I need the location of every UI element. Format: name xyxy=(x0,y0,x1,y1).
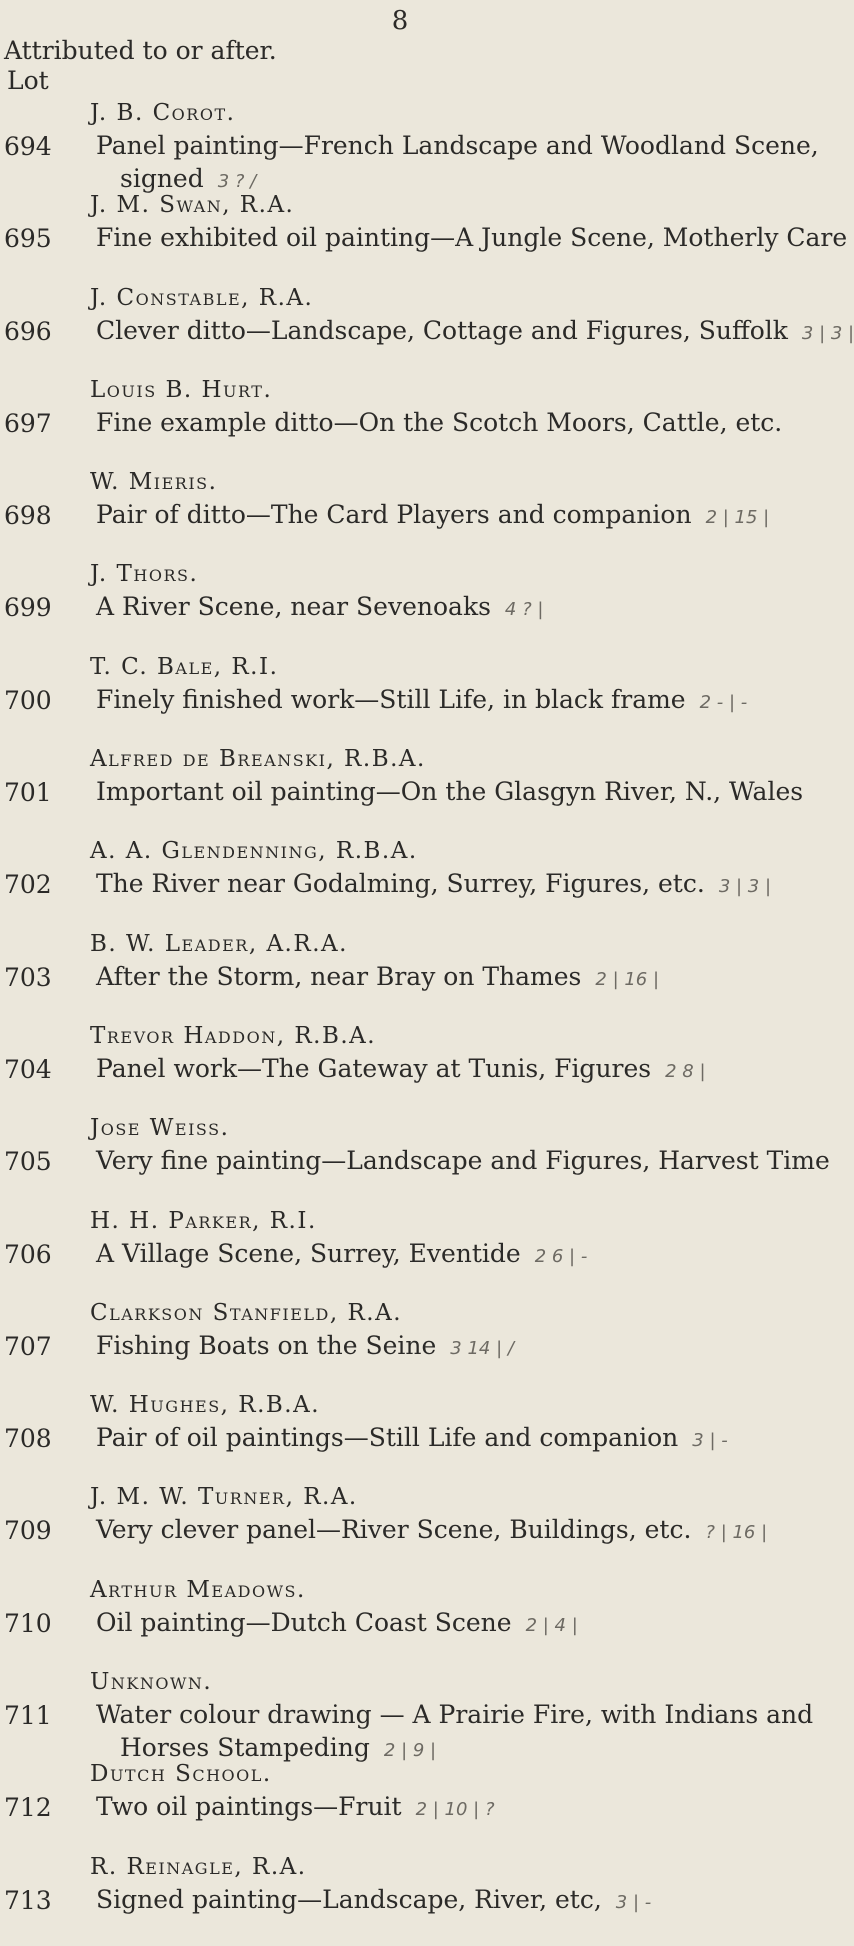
lot-artist: R. Reinagle, R.A. xyxy=(90,1853,307,1880)
handwritten-price-mark: 2 | 16 | xyxy=(595,968,660,990)
lot-number: 704 xyxy=(4,1054,52,1084)
lot-number: 707 xyxy=(4,1331,52,1361)
handwritten-price-mark: 3 ? / xyxy=(217,171,257,192)
lot-description-text: Pair of ditto—The Card Players and companion xyxy=(96,500,692,530)
lot-number: 694 xyxy=(4,132,52,161)
lot-entry xyxy=(0,1392,800,1484)
lot-entry xyxy=(0,654,800,746)
lot-entry xyxy=(0,931,800,1023)
lot-entry xyxy=(0,1577,800,1669)
handwritten-price-mark: 3 | 3 | xyxy=(718,876,772,898)
lot-description-text: A River Scene, near Sevenoaks xyxy=(96,592,491,622)
lot-number: 712 xyxy=(4,1793,52,1823)
lot-artist: Jose Weiss. xyxy=(90,1115,230,1142)
lot-entry xyxy=(0,1854,800,1946)
lot-description xyxy=(96,501,790,532)
lot-artist: J. M. W. Turner, R.A. xyxy=(90,1484,358,1511)
lot-number: 697 xyxy=(4,408,52,438)
lot-description xyxy=(96,963,790,994)
handwritten-price-mark: ? | 16 | xyxy=(705,1522,768,1544)
lot-number: 695 xyxy=(4,224,52,254)
handwritten-price-mark: 3 | - xyxy=(692,1430,728,1452)
lot-artist: Trevor Haddon, R.B.A. xyxy=(90,1022,377,1049)
lot-description-text: Signed painting—Landscape, River, etc, xyxy=(96,1884,602,1914)
lot-artist: J. B. Corot. xyxy=(90,100,236,126)
lot-artist: W. Mieris. xyxy=(90,469,218,496)
lot-artist: A. A. Glendenning, R.B.A. xyxy=(90,838,418,865)
handwritten-price-mark: 2 8 | xyxy=(665,1060,706,1082)
handwritten-price-mark: 2 | 10 | ? xyxy=(415,1799,495,1821)
handwritten-price-mark: 2 | 9 | xyxy=(383,1740,437,1762)
lot-description-text: Panel painting—French Landscape and Woodland Scene, xyxy=(96,131,819,160)
lot-entry xyxy=(0,1484,800,1576)
lot-description-text: Finely finished work—Still Life, in black frame xyxy=(96,684,686,714)
handwritten-price-mark: 4 ? | xyxy=(504,599,544,621)
lot-entry xyxy=(0,1669,814,1763)
lot-description-text: Pair of oil paintings—Still Life and companion xyxy=(96,1423,679,1453)
lot-artist: Alfred de Breanski, R.B.A. xyxy=(90,746,426,773)
lot-description-text: Two oil paintings—Fruit xyxy=(96,1792,402,1822)
lot-description xyxy=(96,593,790,624)
page-number: 8 xyxy=(391,6,409,36)
lot-description xyxy=(96,1793,790,1824)
lot-entry xyxy=(0,838,800,930)
lot-number: 699 xyxy=(4,593,52,623)
lot-number: 696 xyxy=(4,316,52,346)
lot-list xyxy=(0,100,854,1946)
lot-artist: J. M. Swan, R.A. xyxy=(90,192,295,219)
lot-description-text: Oil painting—Dutch Coast Scene xyxy=(96,1607,512,1637)
lot-description-text: Important oil painting—On the Glasgyn River, N., Wales xyxy=(96,777,804,807)
lot-description xyxy=(96,1609,790,1640)
lot-description xyxy=(96,1332,790,1363)
handwritten-price-mark: 2 - | - xyxy=(699,691,748,713)
lot-description xyxy=(96,870,790,901)
lot-description-text: Very clever panel—River Scene, Buildings, etc. xyxy=(96,1515,692,1545)
lot-entry xyxy=(0,561,800,653)
lot-entry xyxy=(0,746,804,838)
lot-number: 698 xyxy=(4,501,52,531)
lot-artist: J. Thors. xyxy=(90,561,199,588)
handwritten-price-mark: 3 | 3 | xyxy=(801,322,854,344)
lot-description xyxy=(96,1240,790,1271)
lot-number: 709 xyxy=(4,1516,52,1546)
lot-description-text: Fishing Boats on the Seine xyxy=(96,1330,437,1360)
lot-number: 710 xyxy=(4,1608,52,1638)
handwritten-price-mark: 2 6 | - xyxy=(534,1245,588,1267)
lot-description-text: Water colour drawing — A Prairie Fire, with Indians and xyxy=(96,1700,814,1730)
lot-number: 705 xyxy=(4,1147,52,1177)
lot-entry xyxy=(0,1761,800,1853)
header-lot-label: Lot xyxy=(7,66,49,95)
lot-entry xyxy=(0,1115,830,1207)
lot-description-text: Very fine painting—Landscape and Figures, Harvest Time xyxy=(96,1146,830,1176)
lot-entry xyxy=(0,284,854,377)
lot-number: 713 xyxy=(4,1885,52,1915)
handwritten-price-mark: 3 14 | / xyxy=(450,1337,514,1359)
handwritten-price-mark: 3 | - xyxy=(615,1891,652,1913)
lot-entry xyxy=(0,1300,800,1392)
lot-description-text: Clever ditto—Landscape, Cottage and Figures, Suffolk xyxy=(96,315,788,345)
lot-description-text: Fine exhibited oil painting—A Jungle Scene, Motherly Care xyxy=(96,223,848,253)
lot-description xyxy=(96,1146,830,1176)
lot-entry xyxy=(0,377,800,469)
lot-continuation-text: signed xyxy=(120,164,204,193)
lot-number: 701 xyxy=(4,778,52,808)
lot-artist: Louis B. Hurt. xyxy=(90,376,273,403)
lot-entry xyxy=(0,1023,800,1115)
lot-description xyxy=(96,409,790,437)
lot-description xyxy=(96,686,790,717)
lot-artist: Unknown. xyxy=(90,1669,213,1696)
lot-number: 711 xyxy=(4,1701,52,1731)
lot-entry xyxy=(0,1208,800,1300)
handwritten-price-mark: 2 | 4 | xyxy=(525,1614,578,1636)
lot-artist: H. H. Parker, R.I. xyxy=(90,1207,317,1234)
lot-entry xyxy=(0,192,848,284)
lot-description-text: Panel work—The Gateway at Tunis, Figures xyxy=(96,1053,652,1083)
lot-description-continuation xyxy=(120,1733,790,1762)
lot-artist: T. C. Bale, R.I. xyxy=(90,653,279,680)
lot-continuation-text: Horses Stampeding xyxy=(120,1733,370,1763)
lot-entry xyxy=(0,469,800,561)
lot-description xyxy=(96,1516,790,1547)
lot-description xyxy=(96,1055,790,1086)
lot-artist: W. Hughes, R.B.A. xyxy=(90,1392,321,1419)
lot-artist: Arthur Meadows. xyxy=(90,1576,306,1603)
lot-number: 706 xyxy=(4,1239,52,1269)
lot-description xyxy=(96,315,854,348)
handwritten-price-mark: 2 | 15 | xyxy=(705,507,770,529)
lot-artist: J. Constable, R.A. xyxy=(90,284,314,311)
lot-description xyxy=(96,223,848,253)
lot-description xyxy=(96,131,819,160)
lot-description-text: A Village Scene, Surrey, Eventide xyxy=(96,1238,521,1268)
lot-artist: B. W. Leader, A.R.A. xyxy=(90,930,348,957)
lot-description xyxy=(96,1886,790,1917)
lot-description-text: After the Storm, near Bray on Thames xyxy=(96,961,582,991)
lot-number: 703 xyxy=(4,962,52,992)
lot-number: 702 xyxy=(4,870,52,900)
lot-artist: Clarkson Stanfield, R.A. xyxy=(90,1299,403,1326)
lot-number: 700 xyxy=(4,685,52,715)
lot-description-text: The River near Godalming, Surrey, Figures, etc. xyxy=(96,869,705,899)
lot-description xyxy=(96,777,804,807)
lot-description xyxy=(96,1700,814,1730)
lot-number: 708 xyxy=(4,1424,52,1454)
lot-description-text: Fine example ditto—On the Scotch Moors, Cattle, etc. xyxy=(96,407,783,437)
lot-entry xyxy=(0,100,819,193)
lot-description-continuation xyxy=(120,164,790,193)
lot-artist: Dutch School. xyxy=(90,1761,272,1788)
lot-description xyxy=(96,1424,790,1455)
header-attribution: Attributed to or after. xyxy=(4,36,277,65)
catalogue-header xyxy=(4,36,277,96)
